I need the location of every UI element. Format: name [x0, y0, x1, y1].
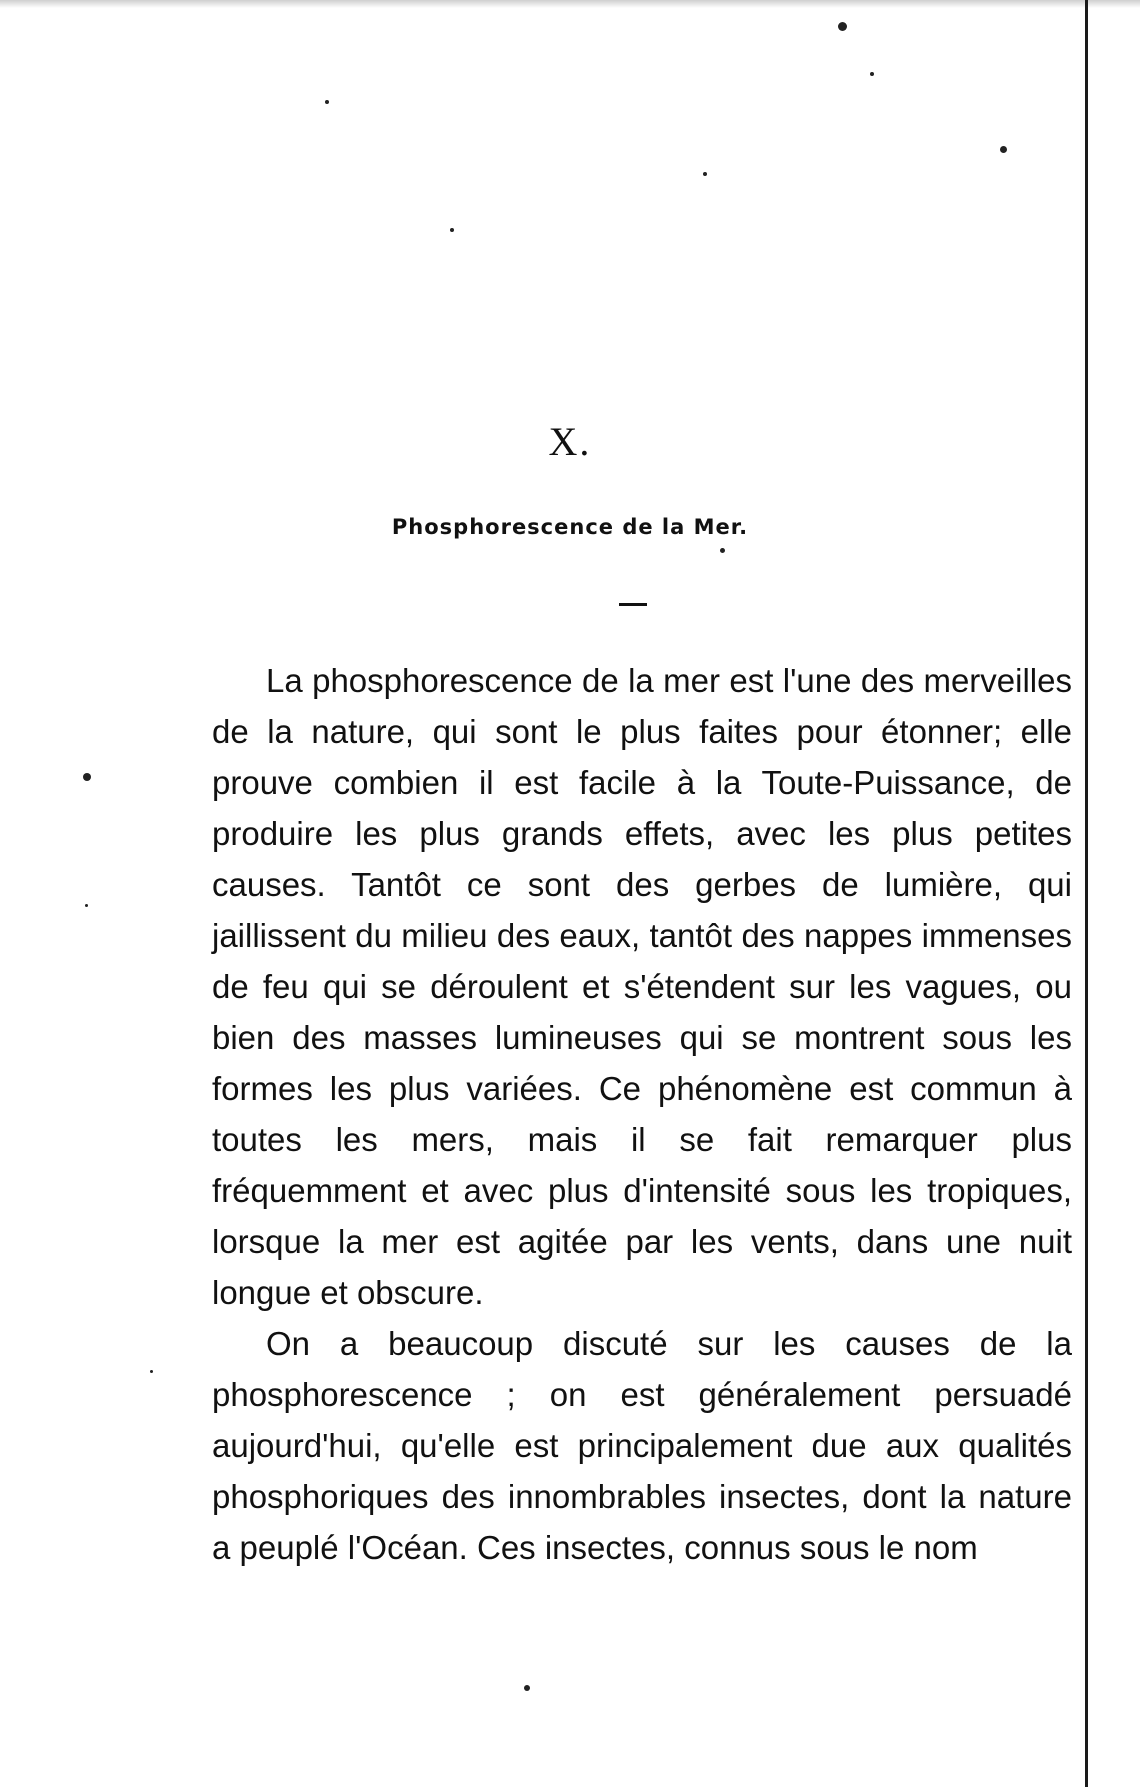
scan-speck [325, 100, 329, 104]
body-text [212, 655, 1072, 1573]
scan-speck [450, 228, 454, 232]
scan-speck [703, 172, 707, 176]
scan-speck [1000, 146, 1007, 153]
title-rule [619, 603, 647, 606]
scan-speck [720, 548, 725, 553]
scan-speck [524, 1685, 530, 1691]
scan-speck [838, 22, 847, 31]
page-edge-line [1085, 0, 1088, 1787]
scan-speck [85, 904, 88, 907]
chapter-title: Phosphorescence de la Mer. [391, 515, 749, 539]
paragraph: La phosphorescence de la mer est l'une des merveilles de la nature, qui sont le plus faites pour étonner; elle prouve combien il est facile à la Toute-Puissance, de produire les plus grands effets, avec les plus petites causes. Tantôt ce sont des gerbes de lumière, qui jaillissent du milieu des eaux, tantôt des nappes immenses de feu qui se déroulent et s'étendent sur les vagues, ou bien des masses lumineuses qui se montrent sous les formes les plus variées. Ce phénomène est commun à toutes les mers, mais il se fait remarquer plus fréquemment et avec plus d'intensité sous les tropiques, lorsque la mer est agitée par les vents, dans une nuit longue et obscure. [212, 662, 1072, 1311]
paragraph: On a beaucoup discuté sur les causes de la phosphorescence ; on est généralement persuadé aujourd'hui, qu'elle est principalement due aux qualités phosphoriques des innombrables insectes, dont la nature a peuplé l'Océan. Ces insectes, connus sous le nom [212, 1325, 1072, 1566]
chapter-number: X. [548, 419, 592, 464]
scan-top-edge [0, 0, 1140, 8]
scan-speck [870, 72, 874, 76]
scan-speck [150, 1370, 153, 1373]
scan-speck [83, 773, 91, 781]
